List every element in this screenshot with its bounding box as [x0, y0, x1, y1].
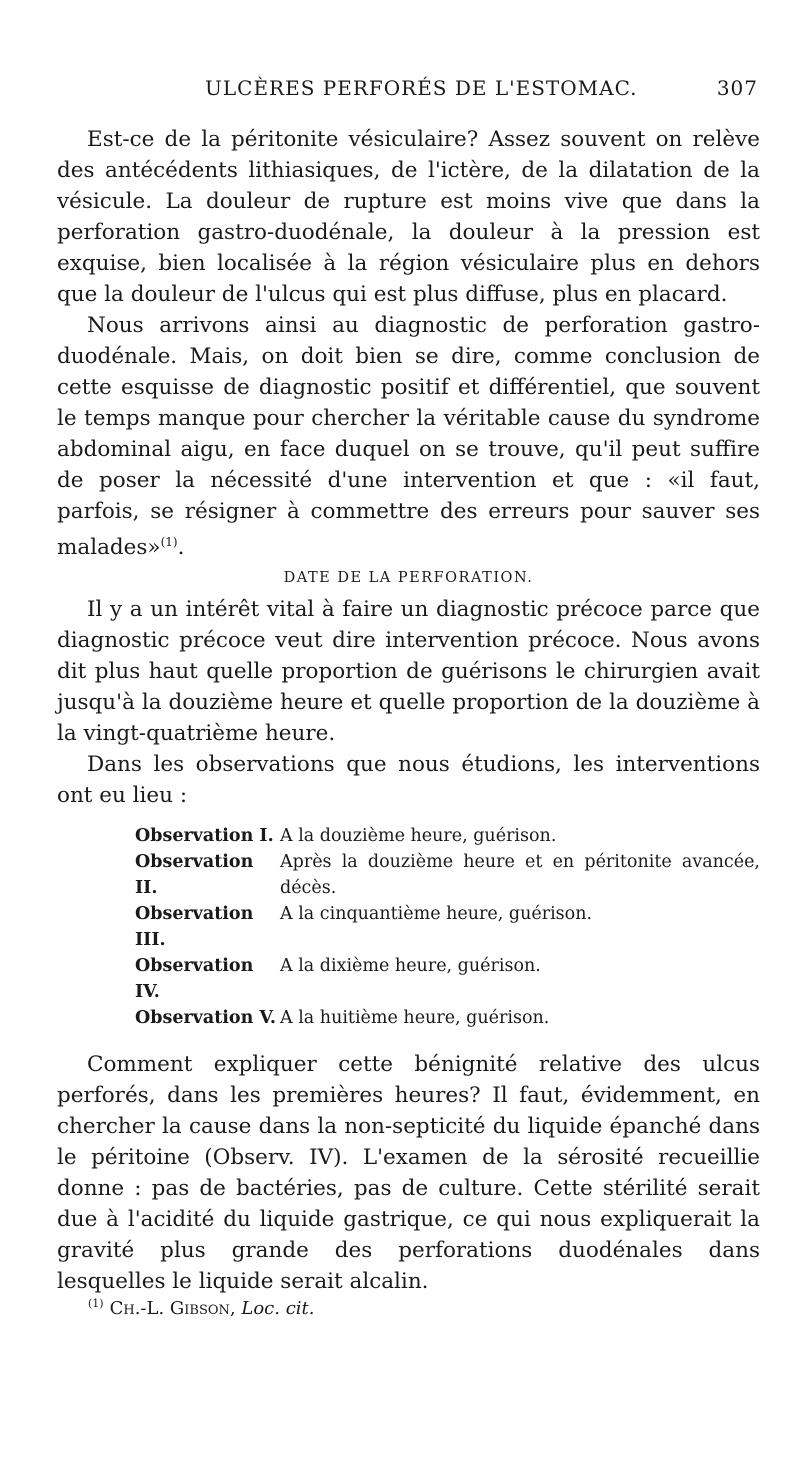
footnote-author: Ch.-L. Gibson, — [109, 1298, 236, 1319]
observation-row — [135, 953, 760, 1005]
running-header — [205, 76, 758, 100]
running-title: ULCÈRES PERFORÉS DE L'ESTOMAC. — [205, 76, 638, 100]
observation-row — [135, 849, 760, 901]
observation-row — [135, 901, 760, 953]
note-ref: (1) — [160, 535, 178, 549]
paragraph-peritonite: Est-ce de la péritonite vésiculaire? Assez souvent on relève des antécédents lithiasiques, de l'ictère, de la dilatation de la vésicule. La douleur de rupture est moins vive que dans la perforation gastro-duodénale, la douleur à la pression est exquise, bien localisée à la région vésiculaire plus en dehors que la douleur de l'ulcus qui est plus diffuse, plus en placard. — [57, 127, 760, 307]
footnote — [88, 1297, 314, 1319]
observation-text: A la douzième heure, guérison. — [280, 826, 557, 846]
observation-text: A la huitième heure, guérison. — [280, 1008, 550, 1028]
page-number: 307 — [716, 76, 758, 100]
section-heading: DATE DE LA PERFORATION. — [283, 570, 534, 586]
paragraph-diagnostic: Nous arrivons ainsi au diagnostic de perforation gastro-duodénale. Mais, on doit bien se dire, comme conclusion de cette esquisse de diagnostic positif et différentiel, que souvent le temps manque pour chercher la véritable cause du syndrome abdominal aigu, en face duquel on se trouve, qu'il peut suffire de poser la nécessité d'une intervention et que : «il faut, parfois, se résigner à commettre des erreurs pour sauver ses malades»$^{(1)}$. — [57, 313, 760, 560]
paragraph-interet-vital: Il y a un intérêt vital à faire un diagnostic précoce parce que diagnostic précoce veut dire intervention précoce. Nous avons dit plus haut quelle proportion de guérisons le chirurgien avait jusqu'à la douzième heure et quelle proportion de la douzième à la vingt-quatrième heure. — [57, 597, 760, 746]
observation-row — [135, 1005, 760, 1031]
main-text — [57, 124, 760, 1297]
paragraph-diagnostic-text: Nous arrivons ainsi au diagnostic de perforation gastro-duodénale. Mais, on doit bien se dire, comme conclusion de cette esquisse de diagnostic positif et différentiel, que souvent le temps manque pour chercher la véritable cause du syndrome abdominal aigu, en face duquel on se trouve, qu'il peut suffire de poser la nécessité d'une intervention et que : «il faut, parfois, se résigner à commettre des erreurs pour sauver ses malades» — [57, 313, 760, 560]
observation-label: Observation III. — [135, 904, 254, 950]
paragraph-benignite: Comment expliquer cette bénignité relative des ulcus perforés, dans les premières heures? Il faut, évidemment, en chercher la cause dans la non-septicité du liquide épanché dans le péritoine (Observ. IV). L'examen de la sérosité recueillie donne : pas de bactéries, pas de culture. Cette stérilité serait due à l'acidité du liquide gastrique, ce qui nous expliquerait la gravité plus grande des perforations duodénales dans lesquelles le liquide serait alcalin. — [57, 1052, 760, 1294]
observation-row — [135, 823, 760, 849]
observation-text: A la dixième heure, guérison. — [280, 956, 541, 976]
footnote-reference: Loc. cit. — [241, 1298, 315, 1319]
observation-list — [135, 823, 760, 1031]
observation-text: A la cinquantième heure, guérison. — [280, 904, 593, 924]
observation-label: Observation II. — [135, 852, 254, 898]
observation-label: Observation IV. — [135, 956, 254, 1002]
observation-label: Observation I. — [135, 826, 274, 846]
observation-label: Observation V. — [135, 1008, 277, 1028]
observation-text: Après la douzième heure et en péritonite avancée, décès. — [280, 852, 760, 898]
paragraph-observations-intro: Dans les observations que nous étudions, les interventions ont eu lieu : — [57, 752, 760, 808]
footnote-number: (1) — [88, 1297, 104, 1310]
